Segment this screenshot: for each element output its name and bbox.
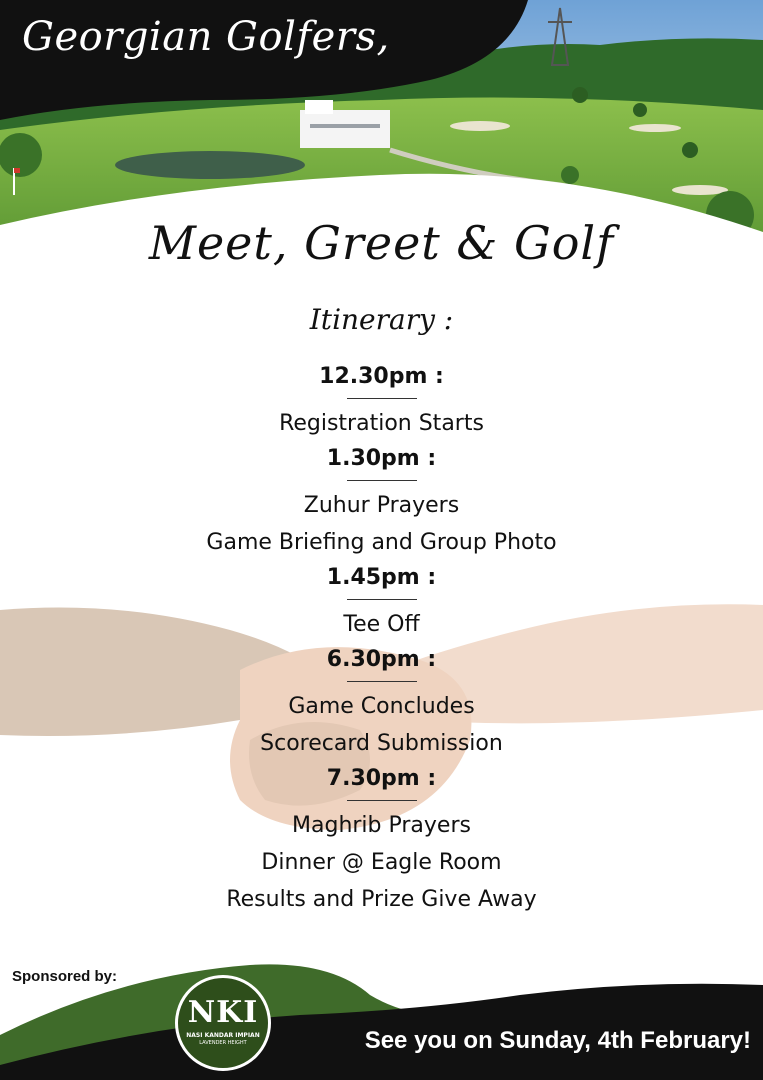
slot-time: 6.30pm :: [326, 647, 437, 672]
slot-time: 1.45pm :: [326, 565, 437, 590]
slot-time: 7.30pm :: [326, 766, 437, 791]
sponsor-logo: [175, 975, 271, 1071]
sponsor-label: Sponsored by:: [12, 968, 118, 985]
divider: [347, 800, 417, 801]
slot-time: 12.30pm :: [319, 364, 444, 389]
itinerary-slot: [0, 762, 763, 918]
divider: [347, 681, 417, 682]
slot-activity: Registration Starts: [279, 411, 484, 436]
itinerary-slot: [0, 442, 763, 561]
slot-time: 1.30pm :: [326, 446, 437, 471]
logo-location: LAVENDER HEIGHT: [199, 1040, 247, 1046]
logo-mark: NKI: [187, 995, 259, 1030]
itinerary: [0, 360, 763, 918]
slot-activity: Results and Prize Give Away: [226, 887, 537, 912]
itinerary-slot: [0, 561, 763, 643]
event-title: Meet, Greet & Golf: [148, 216, 615, 270]
club-title: Georgian Golfers,: [22, 14, 390, 60]
slot-activity: Game Briefing and Group Photo: [206, 530, 557, 555]
divider: [347, 398, 417, 399]
slot-activity: Dinner @ Eagle Room: [261, 850, 502, 875]
slot-activity: Game Concludes: [288, 694, 475, 719]
itinerary-slot: [0, 360, 763, 442]
itinerary-heading: Itinerary :: [309, 303, 454, 336]
logo-name: NASI KANDAR IMPIAN: [186, 1032, 260, 1039]
slot-activity: Scorecard Submission: [260, 731, 503, 756]
itinerary-slot: [0, 643, 763, 762]
divider: [347, 599, 417, 600]
divider: [347, 480, 417, 481]
slot-activity: Maghrib Prayers: [292, 813, 471, 838]
closing-message: See you on Sunday, 4th February!: [364, 1027, 751, 1054]
slot-activity: Zuhur Prayers: [303, 493, 460, 518]
slot-activity: Tee Off: [343, 612, 420, 637]
